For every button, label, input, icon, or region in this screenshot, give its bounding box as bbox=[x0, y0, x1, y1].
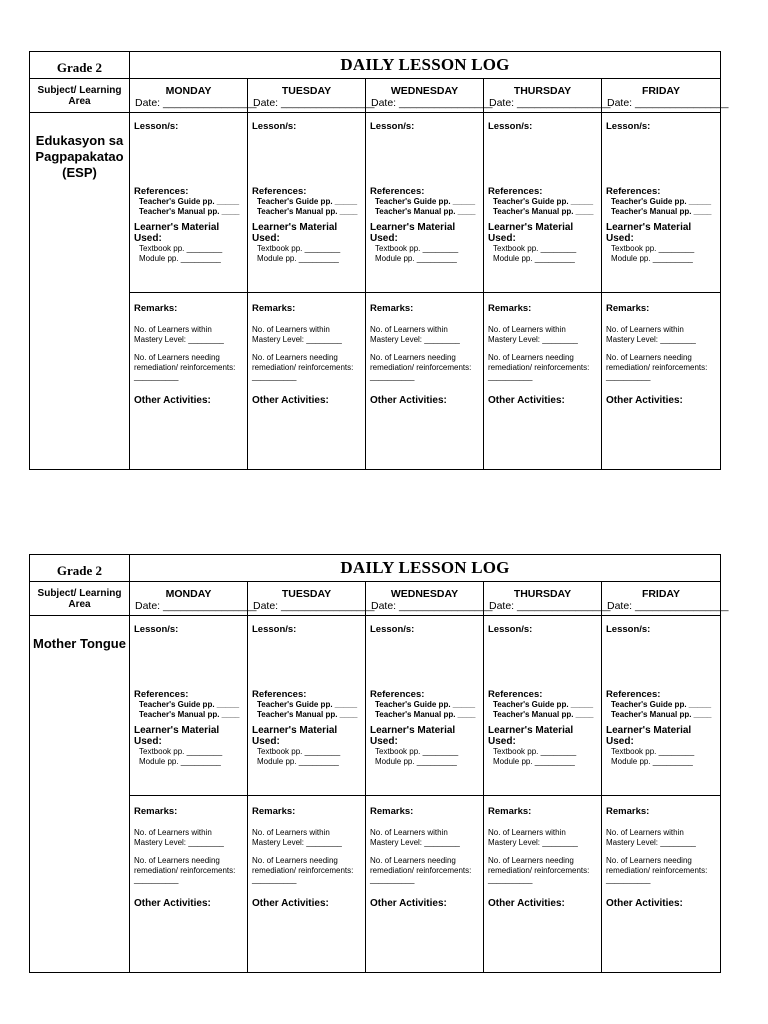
mastery-line-1: No. of Learners within bbox=[488, 325, 566, 334]
lesson-cell-friday[interactable] bbox=[602, 616, 721, 796]
date-field[interactable]: Date: ________________ bbox=[489, 600, 611, 612]
day-name: TUESDAY bbox=[281, 588, 332, 600]
teachers-manual-line: Teacher's Manual pp. ____ bbox=[375, 709, 476, 719]
mastery-line-1: No. of Learners within bbox=[134, 828, 212, 837]
textbook-line: Textbook pp. ________ bbox=[257, 244, 341, 253]
learners-material-label: Learner's Material Used: bbox=[134, 725, 220, 747]
references-label: References: bbox=[606, 186, 661, 197]
remediation-line-2: remediation/ reinforcements: bbox=[488, 362, 590, 372]
learners-material-label: Learner's Material Used: bbox=[370, 222, 456, 244]
day-header-tuesday bbox=[248, 79, 375, 113]
day-header-wednesday bbox=[366, 79, 493, 113]
learners-material-label: Learner's Material Used: bbox=[606, 725, 692, 747]
remediation-line-3: __________ bbox=[606, 875, 651, 884]
learners-material-label: Learner's Material Used: bbox=[370, 725, 456, 747]
lesson-cell-tuesday[interactable] bbox=[248, 113, 366, 293]
remarks-label: Remarks: bbox=[134, 806, 178, 817]
remediation-line-1: No. of Learners needing bbox=[370, 856, 456, 865]
module-line: Module pp. _________ bbox=[375, 756, 457, 766]
remarks-cell-friday[interactable] bbox=[602, 796, 721, 973]
lessons-label: Lesson/s: bbox=[488, 121, 533, 132]
mastery-line-2: Mastery Level: ________ bbox=[488, 837, 578, 847]
teachers-guide-line: Teacher's Guide pp. _____ bbox=[139, 700, 240, 709]
teachers-guide-line: Teacher's Guide pp. _____ bbox=[375, 700, 476, 709]
other-activities-label: Other Activities: bbox=[134, 897, 211, 909]
learners-material-label: Learner's Material Used: bbox=[252, 725, 338, 747]
lesson-cell-monday[interactable] bbox=[130, 113, 248, 293]
references-label: References: bbox=[252, 186, 307, 197]
date-field[interactable]: Date: ________________ bbox=[607, 600, 729, 612]
references-label: References: bbox=[134, 689, 189, 700]
remarks-cell-thursday[interactable] bbox=[484, 293, 602, 470]
textbook-line: Textbook pp. ________ bbox=[375, 747, 459, 756]
remarks-label: Remarks: bbox=[252, 303, 296, 314]
remarks-label: Remarks: bbox=[488, 303, 532, 314]
textbook-line: Textbook pp. ________ bbox=[257, 747, 341, 756]
lesson-cell-tuesday[interactable] bbox=[248, 616, 366, 796]
remarks-label: Remarks: bbox=[488, 806, 532, 817]
mastery-line-2: Mastery Level: ________ bbox=[606, 334, 696, 344]
teachers-guide-line: Teacher's Guide pp. _____ bbox=[611, 197, 712, 206]
references-label: References: bbox=[606, 689, 661, 700]
remarks-label: Remarks: bbox=[370, 303, 414, 314]
module-line: Module pp. _________ bbox=[139, 253, 221, 263]
module-line: Module pp. _________ bbox=[493, 253, 575, 263]
remediation-line-2: remediation/ reinforcements: bbox=[252, 362, 354, 372]
remediation-line-3: __________ bbox=[488, 875, 533, 884]
day-name: MONDAY bbox=[165, 588, 212, 600]
mastery-line-2: Mastery Level: ________ bbox=[606, 837, 696, 847]
teachers-guide-line: Teacher's Guide pp. _____ bbox=[257, 197, 358, 206]
remediation-line-2: remediation/ reinforcements: bbox=[370, 865, 472, 875]
teachers-manual-line: Teacher's Manual pp. ____ bbox=[493, 709, 594, 719]
mastery-line-2: Mastery Level: ________ bbox=[252, 334, 342, 344]
day-name: WEDNESDAY bbox=[390, 588, 459, 600]
mastery-line-1: No. of Learners within bbox=[606, 828, 684, 837]
learners-material-label: Learner's Material Used: bbox=[606, 222, 692, 244]
day-name: FRIDAY bbox=[641, 85, 681, 97]
references-label: References: bbox=[134, 186, 189, 197]
lesson-log-table bbox=[29, 51, 729, 470]
teachers-guide-line: Teacher's Guide pp. _____ bbox=[611, 700, 712, 709]
textbook-line: Textbook pp. ________ bbox=[611, 747, 695, 756]
remediation-line-1: No. of Learners needing bbox=[252, 856, 338, 865]
date-field[interactable]: Date: ________________ bbox=[135, 600, 257, 612]
day-name: THURSDAY bbox=[513, 588, 572, 600]
lessons-label: Lesson/s: bbox=[134, 624, 179, 635]
day-name: THURSDAY bbox=[513, 85, 572, 97]
remarks-cell-monday[interactable] bbox=[130, 293, 248, 470]
references-label: References: bbox=[370, 186, 425, 197]
learners-material-label: Learner's Material Used: bbox=[134, 222, 220, 244]
lessons-label: Lesson/s: bbox=[606, 121, 651, 132]
references-label: References: bbox=[488, 186, 543, 197]
day-name: FRIDAY bbox=[641, 588, 681, 600]
teachers-manual-line: Teacher's Manual pp. ____ bbox=[257, 206, 358, 216]
teachers-guide-line: Teacher's Guide pp. _____ bbox=[257, 700, 358, 709]
lesson-cell-monday[interactable] bbox=[130, 616, 248, 796]
day-name: TUESDAY bbox=[281, 85, 332, 97]
learners-material-label: Learner's Material Used: bbox=[488, 222, 574, 244]
teachers-guide-line: Teacher's Guide pp. _____ bbox=[139, 197, 240, 206]
remarks-cell-thursday[interactable] bbox=[484, 796, 602, 973]
subject-area-header: Subject/ Learning Area bbox=[30, 582, 130, 616]
grade-label: Grade 2 bbox=[30, 52, 130, 79]
day-name: MONDAY bbox=[165, 85, 212, 97]
remediation-line-1: No. of Learners needing bbox=[488, 353, 574, 362]
module-line: Module pp. _________ bbox=[611, 756, 693, 766]
mastery-line-2: Mastery Level: ________ bbox=[134, 334, 224, 344]
date-field[interactable]: Date: ________________ bbox=[371, 97, 493, 109]
teachers-manual-line: Teacher's Manual pp. ____ bbox=[139, 206, 240, 216]
remediation-line-2: remediation/ reinforcements: bbox=[252, 865, 354, 875]
date-field[interactable]: Date: ________________ bbox=[253, 97, 375, 109]
date-field[interactable]: Date: ________________ bbox=[253, 600, 375, 612]
mastery-line-2: Mastery Level: ________ bbox=[134, 837, 224, 847]
other-activities-label: Other Activities: bbox=[370, 897, 447, 909]
daily-lesson-log-1 bbox=[29, 51, 729, 470]
date-field[interactable]: Date: ________________ bbox=[135, 97, 257, 109]
remediation-line-3: __________ bbox=[134, 372, 179, 381]
mastery-line-1: No. of Learners within bbox=[370, 828, 448, 837]
teachers-manual-line: Teacher's Manual pp. ____ bbox=[139, 709, 240, 719]
other-activities-label: Other Activities: bbox=[252, 394, 329, 406]
learners-material-label: Learner's Material Used: bbox=[252, 222, 338, 244]
mastery-line-1: No. of Learners within bbox=[488, 828, 566, 837]
remediation-line-1: No. of Learners needing bbox=[606, 353, 692, 362]
lesson-cell-friday[interactable] bbox=[602, 113, 721, 293]
teachers-manual-line: Teacher's Manual pp. ____ bbox=[611, 206, 712, 216]
references-label: References: bbox=[252, 689, 307, 700]
lesson-log-table bbox=[29, 554, 729, 973]
date-field[interactable]: Date: ________________ bbox=[489, 97, 611, 109]
remediation-line-2: remediation/ reinforcements: bbox=[488, 865, 590, 875]
day-header-thursday bbox=[484, 582, 611, 616]
daily-lesson-log-2 bbox=[29, 554, 729, 973]
lesson-cell-thursday[interactable] bbox=[484, 616, 602, 796]
other-activities-label: Other Activities: bbox=[606, 897, 683, 909]
log-title: DAILY LESSON LOG bbox=[130, 555, 721, 582]
remarks-cell-monday[interactable] bbox=[130, 796, 248, 973]
other-activities-label: Other Activities: bbox=[252, 897, 329, 909]
date-field[interactable]: Date: ________________ bbox=[607, 97, 729, 109]
remarks-label: Remarks: bbox=[252, 806, 296, 817]
lesson-cell-thursday[interactable] bbox=[484, 113, 602, 293]
remarks-label: Remarks: bbox=[606, 303, 650, 314]
lessons-label: Lesson/s: bbox=[606, 624, 651, 635]
remarks-label: Remarks: bbox=[134, 303, 178, 314]
subject-name: Mother Tongue bbox=[30, 616, 130, 973]
references-label: References: bbox=[370, 689, 425, 700]
remediation-line-2: remediation/ reinforcements: bbox=[606, 865, 708, 875]
lesson-cell-wednesday[interactable] bbox=[366, 113, 484, 293]
remediation-line-1: No. of Learners needing bbox=[134, 353, 220, 362]
module-line: Module pp. _________ bbox=[493, 756, 575, 766]
teachers-guide-line: Teacher's Guide pp. _____ bbox=[493, 197, 594, 206]
lessons-label: Lesson/s: bbox=[370, 121, 415, 132]
log-title: DAILY LESSON LOG bbox=[130, 52, 721, 79]
textbook-line: Textbook pp. ________ bbox=[493, 747, 577, 756]
teachers-manual-line: Teacher's Manual pp. ____ bbox=[375, 206, 476, 216]
remediation-line-1: No. of Learners needing bbox=[134, 856, 220, 865]
remediation-line-3: __________ bbox=[488, 372, 533, 381]
mastery-line-2: Mastery Level: ________ bbox=[370, 837, 460, 847]
remarks-cell-tuesday[interactable] bbox=[248, 293, 366, 470]
remediation-line-3: __________ bbox=[252, 372, 297, 381]
remediation-line-3: __________ bbox=[252, 875, 297, 884]
remarks-label: Remarks: bbox=[606, 806, 650, 817]
remediation-line-3: __________ bbox=[606, 372, 651, 381]
textbook-line: Textbook pp. ________ bbox=[139, 747, 223, 756]
mastery-line-2: Mastery Level: ________ bbox=[252, 837, 342, 847]
day-header-friday bbox=[602, 582, 729, 616]
textbook-line: Textbook pp. ________ bbox=[611, 244, 695, 253]
remediation-line-3: __________ bbox=[370, 875, 415, 884]
teachers-manual-line: Teacher's Manual pp. ____ bbox=[257, 709, 358, 719]
mastery-line-1: No. of Learners within bbox=[606, 325, 684, 334]
remarks-cell-tuesday[interactable] bbox=[248, 796, 366, 973]
other-activities-label: Other Activities: bbox=[370, 394, 447, 406]
remediation-line-1: No. of Learners needing bbox=[252, 353, 338, 362]
date-field[interactable]: Date: ________________ bbox=[371, 600, 493, 612]
subject-area-header: Subject/ Learning Area bbox=[30, 79, 130, 113]
mastery-line-1: No. of Learners within bbox=[252, 325, 330, 334]
other-activities-label: Other Activities: bbox=[488, 897, 565, 909]
remediation-line-1: No. of Learners needing bbox=[370, 353, 456, 362]
remediation-line-1: No. of Learners needing bbox=[606, 856, 692, 865]
remediation-line-3: __________ bbox=[370, 372, 415, 381]
other-activities-label: Other Activities: bbox=[606, 394, 683, 406]
mastery-line-1: No. of Learners within bbox=[134, 325, 212, 334]
remarks-cell-wednesday[interactable] bbox=[366, 293, 484, 470]
lessons-label: Lesson/s: bbox=[252, 624, 297, 635]
other-activities-label: Other Activities: bbox=[134, 394, 211, 406]
remarks-label: Remarks: bbox=[370, 806, 414, 817]
subject-name: Edukasyon sa Pagpapakatao (ESP) bbox=[30, 113, 130, 470]
module-line: Module pp. _________ bbox=[611, 253, 693, 263]
module-line: Module pp. _________ bbox=[139, 756, 221, 766]
mastery-line-1: No. of Learners within bbox=[252, 828, 330, 837]
teachers-guide-line: Teacher's Guide pp. _____ bbox=[375, 197, 476, 206]
module-line: Module pp. _________ bbox=[375, 253, 457, 263]
textbook-line: Textbook pp. ________ bbox=[139, 244, 223, 253]
remediation-line-2: remediation/ reinforcements: bbox=[134, 865, 236, 875]
remediation-line-3: __________ bbox=[134, 875, 179, 884]
lessons-label: Lesson/s: bbox=[488, 624, 533, 635]
lessons-label: Lesson/s: bbox=[134, 121, 179, 132]
mastery-line-2: Mastery Level: ________ bbox=[488, 334, 578, 344]
remediation-line-2: remediation/ reinforcements: bbox=[370, 362, 472, 372]
remediation-line-2: remediation/ reinforcements: bbox=[606, 362, 708, 372]
day-header-wednesday bbox=[366, 582, 493, 616]
other-activities-label: Other Activities: bbox=[488, 394, 565, 406]
lesson-cell-wednesday[interactable] bbox=[366, 616, 484, 796]
teachers-guide-line: Teacher's Guide pp. _____ bbox=[493, 700, 594, 709]
textbook-line: Textbook pp. ________ bbox=[493, 244, 577, 253]
textbook-line: Textbook pp. ________ bbox=[375, 244, 459, 253]
day-header-friday bbox=[602, 79, 729, 113]
day-header-monday bbox=[130, 582, 257, 616]
day-header-thursday bbox=[484, 79, 611, 113]
teachers-manual-line: Teacher's Manual pp. ____ bbox=[611, 709, 712, 719]
mastery-line-2: Mastery Level: ________ bbox=[370, 334, 460, 344]
module-line: Module pp. _________ bbox=[257, 756, 339, 766]
grade-label: Grade 2 bbox=[30, 555, 130, 582]
learners-material-label: Learner's Material Used: bbox=[488, 725, 574, 747]
lessons-label: Lesson/s: bbox=[252, 121, 297, 132]
remediation-line-2: remediation/ reinforcements: bbox=[134, 362, 236, 372]
mastery-line-1: No. of Learners within bbox=[370, 325, 448, 334]
day-name: WEDNESDAY bbox=[390, 85, 459, 97]
teachers-manual-line: Teacher's Manual pp. ____ bbox=[493, 206, 594, 216]
remarks-cell-wednesday[interactable] bbox=[366, 796, 484, 973]
day-header-monday bbox=[130, 79, 257, 113]
remarks-cell-friday[interactable] bbox=[602, 293, 721, 470]
day-header-tuesday bbox=[248, 582, 375, 616]
remediation-line-1: No. of Learners needing bbox=[488, 856, 574, 865]
lessons-label: Lesson/s: bbox=[370, 624, 415, 635]
module-line: Module pp. _________ bbox=[257, 253, 339, 263]
references-label: References: bbox=[488, 689, 543, 700]
